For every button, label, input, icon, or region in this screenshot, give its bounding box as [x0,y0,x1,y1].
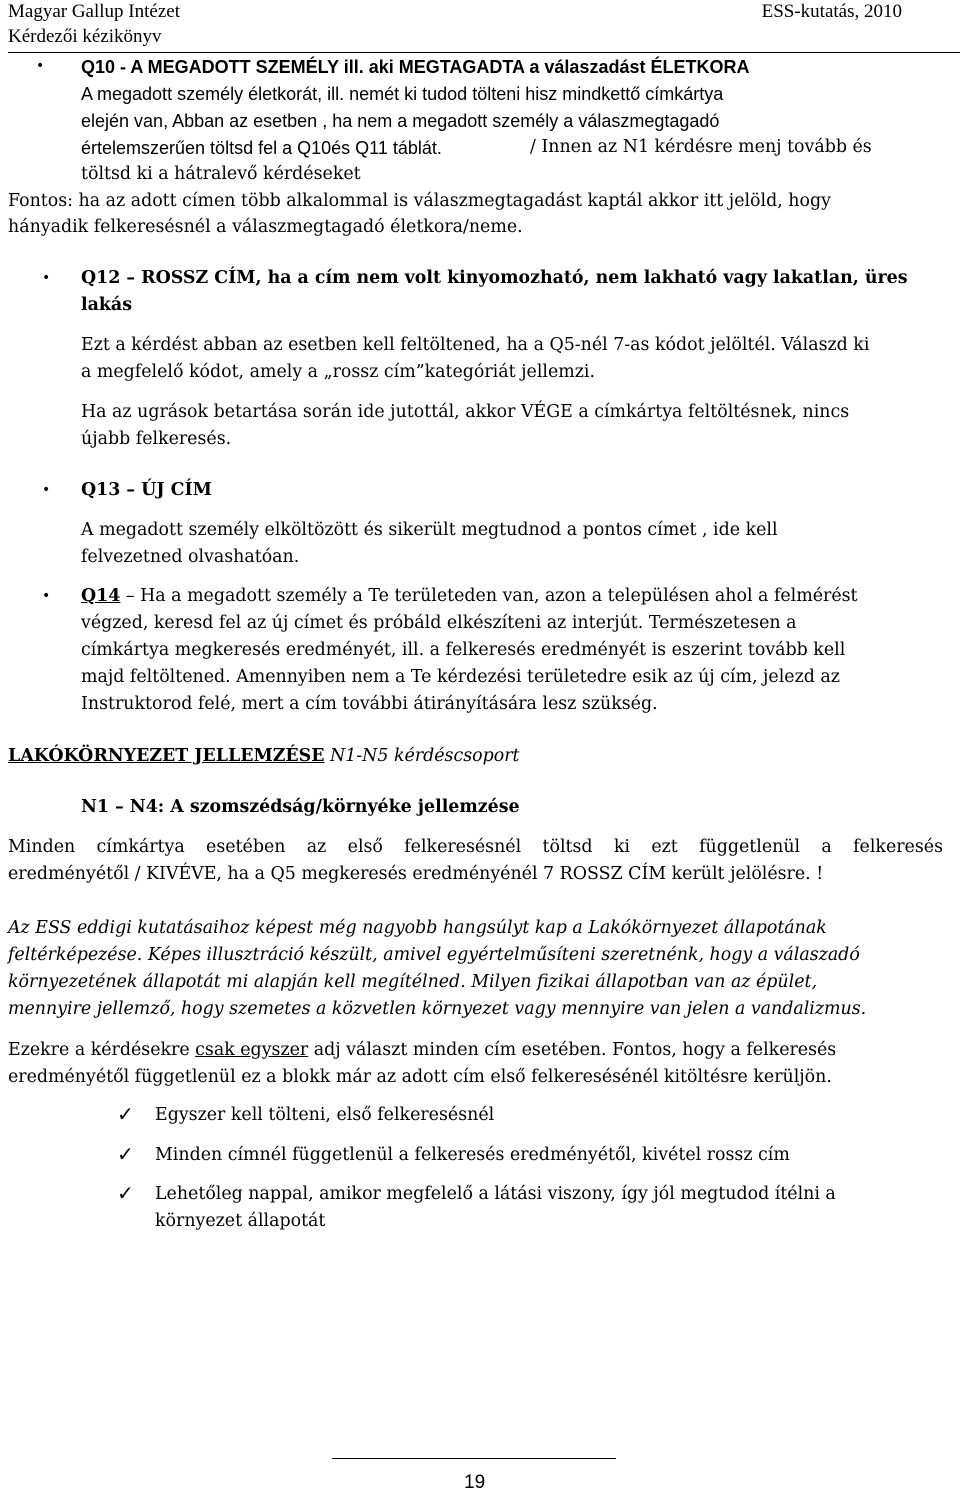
check-item: Minden címnél függetlenül a felkeresés eredményétől, kivétel rossz cím [155,1145,790,1165]
q10-line: / Innen az N1 kérdésre menj tovább és [530,137,872,157]
bullet-icon: • [36,58,45,74]
section-text: eredményétől függetlenül ez a blokk már az adott cím első felkeresésénél kitöltésre kerüljön. [8,1067,832,1087]
fontos-note: hányadik felkeresésnél a válaszmegtagadó életkora/neme. [8,217,523,237]
q14-text: – Ha a megadott személy a Te területeden van, azon a településen ahol a felmérést [120,586,858,606]
text-span: Ezekre a kérdésekre [8,1040,196,1060]
q14-line: Instruktorod felé, mert a cím további átirányítására lesz szükség. [81,694,658,714]
italic-note: mennyire jellemző, hogy szemetes a közvetlen környezet vagy mennyire van jelen a vandalizmus. [8,999,867,1019]
q14-code: Q14 [81,586,121,606]
q10-line: töltsd ki a hátralevő kérdéseket [81,164,361,184]
header-manual: Kérdezői kézikönyv [8,26,162,47]
section-text [8,1040,836,1060]
italic-note: Az ESS eddigi kutatásaihoz képest még nagyobb hangsúlyt kap a Lakókörnyezet állapotának [8,918,827,938]
q14-line [81,586,858,606]
section-title: LAKÓKÖRNYEZET JELLEMZÉSE [8,746,325,766]
checkmark-icon: ✓ [117,1102,134,1126]
q10-line: A megadott személy életkorát, ill. nemét ki tudod tölteni hisz mindkettő címkártya [81,84,724,104]
checkmark-icon: ✓ [117,1142,134,1166]
header-institute: Magyar Gallup Intézet [8,1,180,22]
section-text: Minden címkártya esetében az első felkeresésnél töltsd ki ezt függetlenül a felkeresés [8,837,943,857]
section-subtitle: N1-N5 kérdéscsoport [324,746,520,766]
q12-text: újabb felkeresés. [81,429,232,449]
q12-text: Ha az ugrások betartása során ide jutottál, akkor VÉGE a címkártya feltöltésnek, nincs [81,402,850,422]
section-heading [8,746,520,766]
bullet-icon: • [42,270,51,286]
q12-title: lakás [81,295,132,315]
q10-title: Q10 - A MEGADOTT SZEMÉLY ill. aki MEGTAGADTA a válaszadást ÉLETKORA [81,57,750,77]
footer-rule [332,1458,616,1459]
q12-text: a megfelelő kódot, amely a „rossz cím”kategóriát jellemzi. [81,362,595,382]
text-span: adj választ minden cím esetében. Fontos, hogy a felkeresés [308,1040,837,1060]
check-item: környezet állapotát [155,1211,326,1231]
q12-title: Q12 – ROSSZ CÍM, ha a cím nem volt kinyomozható, nem lakható vagy lakatlan, üres [81,268,908,288]
check-item: Egyszer kell tölteni, első felkeresésnél [155,1105,495,1125]
q14-line: majd feltöltened. Amennyiben nem a Te kérdezési területedre esik az új cím, jelezd az [81,667,840,687]
header-rule [8,52,960,53]
q10-line: elején van, Abban az esetben , ha nem a megadott személy a válaszmegtagadó [81,111,720,131]
q10-line: értelemszerűen töltsd fel a Q10és Q11 táblát. [81,138,442,158]
underlined-text: csak egyszer [195,1040,309,1060]
header-survey: ESS-kutatás, 2010 [761,1,902,22]
q14-line: címkártya megkeresés eredményét, ill. a felkeresés eredményét is eszerint tovább kell [81,640,846,660]
check-item: Lehetőleg nappal, amikor megfelelő a látási viszony, így jól megtudod ítélni a [155,1184,836,1204]
q13-text: felvezetned olvashatóan. [81,547,300,567]
q14-line: végzed, keresd fel az új címet és próbáld elkészíteni az interjút. Természetesen a [81,613,797,633]
q13-title: Q13 – ÚJ CÍM [81,480,212,500]
section-text: eredményétől / KIVÉVE, ha a Q5 megkeresés eredményénél 7 ROSSZ CÍM került jelölésre. ! [8,864,824,884]
subsection-title: N1 – N4: A szomszédság/környéke jellemzése [81,797,520,817]
bullet-icon: • [42,588,51,604]
q13-text: A megadott személy elköltözött és sikerült megtudnod a pontos címet , ide kell [81,520,778,540]
q12-text: Ezt a kérdést abban az esetben kell feltöltened, ha a Q5-nél 7-as kódot jelöltél. Válaszd ki [81,335,870,355]
italic-note: környezetének állapotát mi alapján kell megítélned. Milyen fizikai állapotban van az épület, [8,972,817,992]
checkmark-icon: ✓ [117,1181,134,1205]
italic-note: feltérképezése. Képes illusztráció készült, amivel egyértelműsíteni szeretnénk, hogy a válaszadó [8,945,860,965]
bullet-icon: • [42,482,51,498]
page-number: 19 [464,1472,486,1493]
fontos-note: Fontos: ha az adott címen több alkalommal is válaszmegtagadást kaptál akkor itt jelöld, hogy [8,191,831,211]
